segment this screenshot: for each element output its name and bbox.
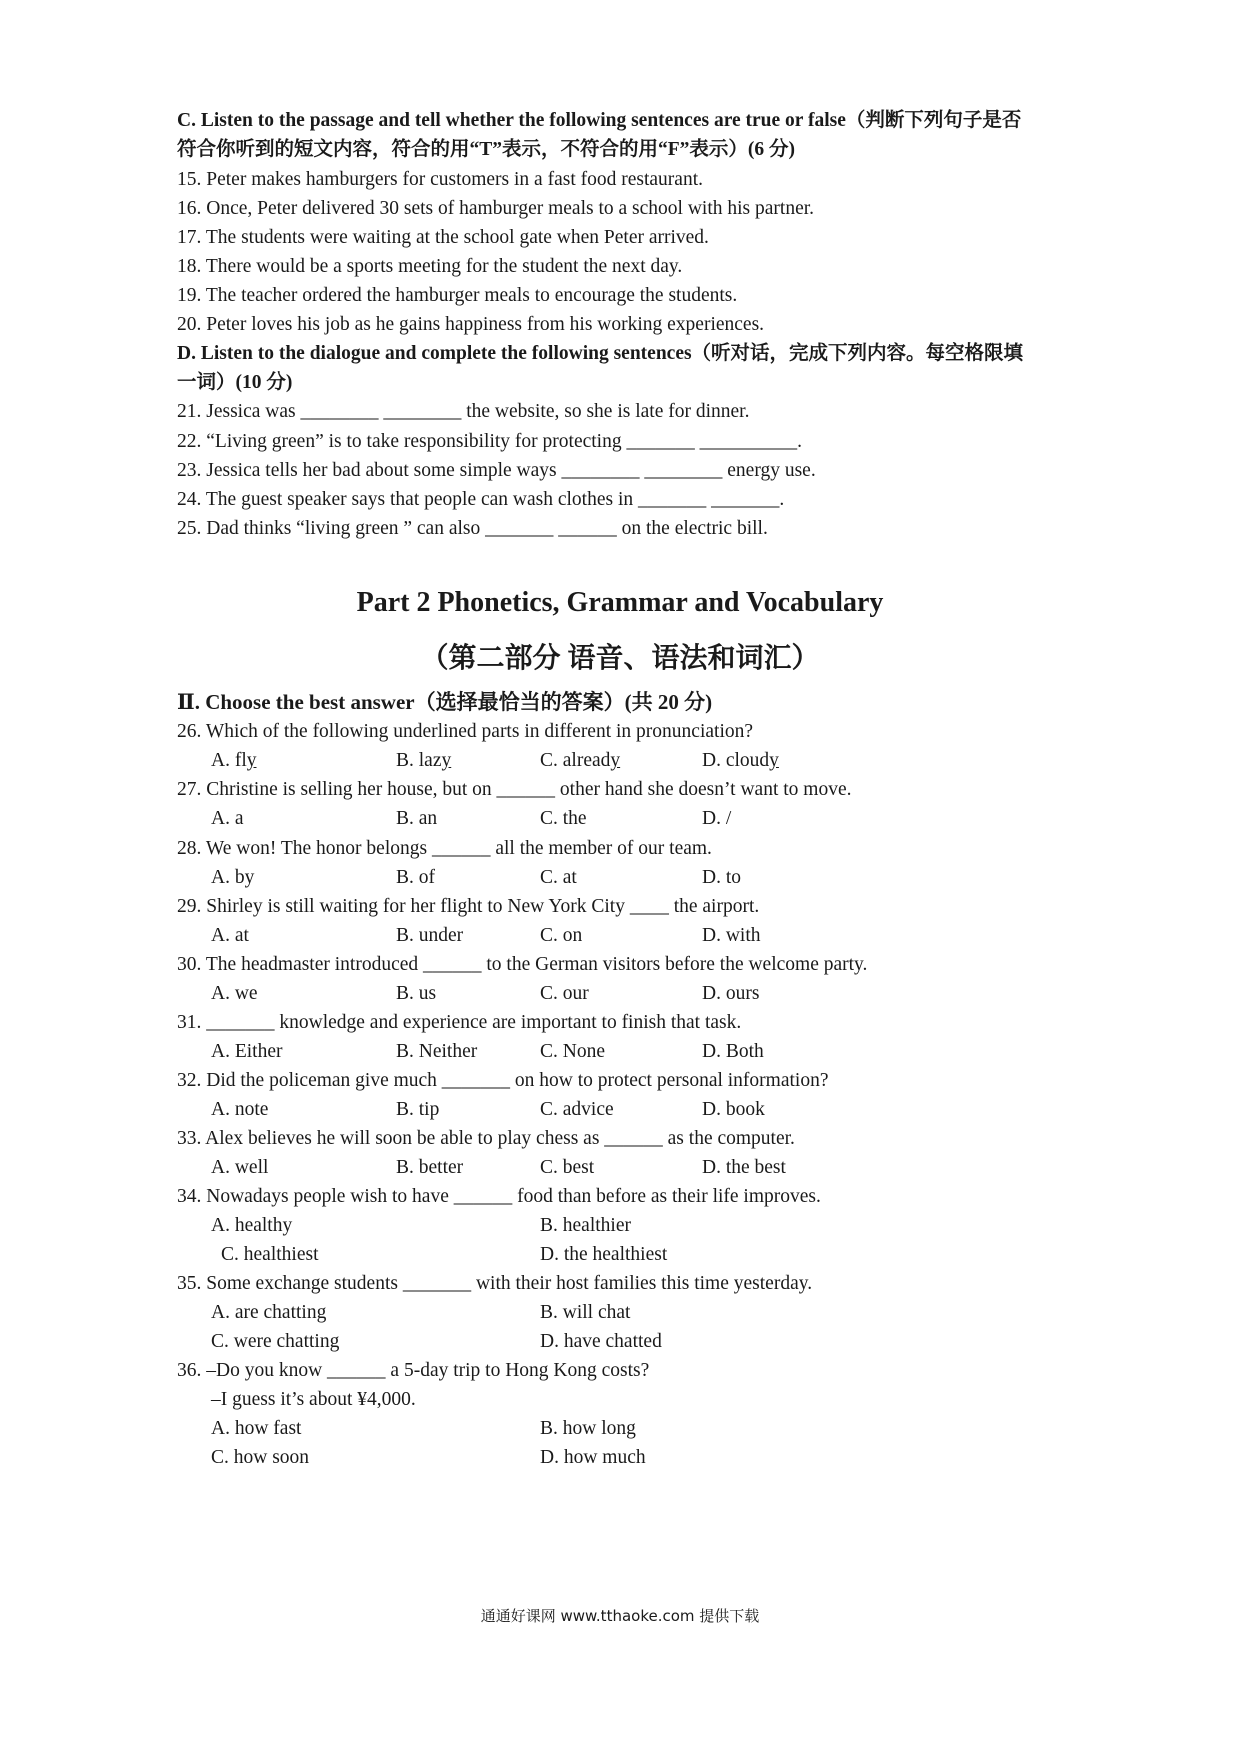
question-36-option-d: D. how much: [540, 1447, 646, 1468]
question-33-option-b: B. better: [396, 1157, 464, 1178]
question-31-option-a: A. Either: [211, 1041, 283, 1062]
question-27-option-d: D. /: [702, 808, 732, 829]
question-36-stem-reply: –I guess it’s about ¥4,000.: [211, 1389, 416, 1410]
question-34-stem: 34. Nowadays people wish to have ______ food than before as their life improves.: [177, 1186, 821, 1207]
question-28-option-b: B. of: [396, 867, 435, 888]
question-29-stem: 29. Shirley is still waiting for her flight to New York City ____ the airport.: [177, 896, 760, 917]
question-34-option-c: C. healthiest: [221, 1244, 319, 1265]
question-34-option-b: B. healthier: [540, 1215, 631, 1236]
question-35-option-a: A. are chatting: [211, 1302, 327, 1323]
question-26-option-a: A. fly: [211, 750, 257, 771]
question-26-option-b: B. lazy: [396, 750, 452, 771]
question-36-option-b: B. how long: [540, 1418, 636, 1439]
question-17: 17. The students were waiting at the school gate when Peter arrived.: [177, 227, 709, 248]
question-35-stem: 35. Some exchange students _______ with their host families this time yesterday.: [177, 1273, 813, 1294]
question-36-stem: 36. –Do you know ______ a 5-day trip to Hong Kong costs?: [177, 1360, 650, 1381]
question-22: 22. “Living green” is to take responsibility for protecting _______ __________.: [177, 431, 802, 452]
question-35-option-d: D. have chatted: [540, 1331, 662, 1352]
question-29-option-a: A. at: [211, 925, 249, 946]
question-26-stem: 26. Which of the following underlined parts in different in pronunciation?: [177, 721, 754, 742]
section-d-heading-line1: D. Listen to the dialogue and complete the following sentences（听对话，完成下列内容。每空格限填: [177, 343, 1024, 364]
part2-subtitle: （第二部分 语音、语法和词汇）: [420, 643, 820, 674]
question-29-option-c: C. on: [540, 925, 583, 946]
question-23: 23. Jessica tells her bad about some simple ways ________ ________ energy use.: [177, 460, 816, 481]
question-33-stem: 33. Alex believes he will soon be able to play chess as ______ as the computer.: [177, 1128, 795, 1149]
question-31-stem: 31. _______ knowledge and experience are important to finish that task.: [177, 1012, 742, 1033]
question-32-option-d: D. book: [702, 1099, 765, 1120]
question-32-option-b: B. tip: [396, 1099, 440, 1120]
question-33-option-c: C. best: [540, 1157, 595, 1178]
question-26-option-c: C. already: [540, 750, 621, 771]
question-32-option-a: A. note: [211, 1099, 269, 1120]
question-30-option-d: D. ours: [702, 983, 760, 1004]
question-35-option-b: B. will chat: [540, 1302, 631, 1323]
question-28-option-c: C. at: [540, 867, 577, 888]
question-18: 18. There would be a sports meeting for the student the next day.: [177, 256, 683, 277]
question-29-option-b: B. under: [396, 925, 464, 946]
question-33-option-a: A. well: [211, 1157, 269, 1178]
question-27-option-c: C. the: [540, 808, 587, 829]
question-32-stem: 32. Did the policeman give much _______ on how to protect personal information?: [177, 1070, 829, 1091]
question-27-stem: 27. Christine is selling her house, but on ______ other hand she doesn’t want to move.: [177, 779, 852, 800]
question-25: 25. Dad thinks “living green ” can also _______ ______ on the electric bill.: [177, 518, 768, 539]
question-31-option-c: C. None: [540, 1041, 605, 1062]
question-31-option-d: D. Both: [702, 1041, 764, 1062]
page-footer: 通通好课网 www.tthaoke.com 提供下载: [480, 1607, 760, 1625]
question-31-option-b: B. Neither: [396, 1041, 478, 1062]
question-29-option-d: D. with: [702, 925, 761, 946]
question-26-option-d: D. cloudy: [702, 750, 779, 771]
section-c-heading-line1: C. Listen to the passage and tell whether the following sentences are true or false（判断下列句子是否: [177, 110, 1022, 131]
question-28-option-d: D. to: [702, 867, 741, 888]
question-30-option-a: A. we: [211, 983, 258, 1004]
part2-title: Part 2 Phonetics, Grammar and Vocabulary: [356, 587, 884, 618]
question-30-option-c: C. our: [540, 983, 589, 1004]
question-27-option-b: B. an: [396, 808, 438, 829]
question-16: 16. Once, Peter delivered 30 sets of hamburger meals to a school with his partner.: [177, 198, 815, 219]
question-30-stem: 30. The headmaster introduced ______ to the German visitors before the welcome party.: [177, 954, 868, 975]
question-35-option-c: C. were chatting: [211, 1331, 340, 1352]
section-d-heading-line2: 一词）(10 分): [177, 372, 293, 393]
question-34-option-a: A. healthy: [211, 1215, 293, 1236]
section-ii-heading: Ⅱ. Choose the best answer（选择最恰当的答案）(共 20 分): [177, 690, 713, 714]
question-28-option-a: A. by: [211, 867, 255, 888]
question-15: 15. Peter makes hamburgers for customers in a fast food restaurant.: [177, 169, 703, 190]
question-19: 19. The teacher ordered the hamburger meals to encourage the students.: [177, 285, 738, 306]
question-21: 21. Jessica was ________ ________ the website, so she is late for dinner.: [177, 401, 750, 422]
question-28-stem: 28. We won! The honor belongs ______ all the member of our team.: [177, 838, 712, 859]
question-33-option-d: D. the best: [702, 1157, 786, 1178]
question-36-option-c: C. how soon: [211, 1447, 310, 1468]
question-20: 20. Peter loves his job as he gains happiness from his working experiences.: [177, 314, 765, 335]
section-c-heading-line2: 符合你听到的短文内容，符合的用“T”表示，不符合的用“F”表示）(6 分): [177, 139, 796, 160]
question-24: 24. The guest speaker says that people can wash clothes in _______ _______.: [177, 489, 785, 510]
question-30-option-b: B. us: [396, 983, 437, 1004]
question-34-option-d: D. the healthiest: [540, 1244, 668, 1265]
question-27-option-a: A. a: [211, 808, 244, 829]
question-36-option-a: A. how fast: [211, 1418, 302, 1439]
question-32-option-c: C. advice: [540, 1099, 614, 1120]
